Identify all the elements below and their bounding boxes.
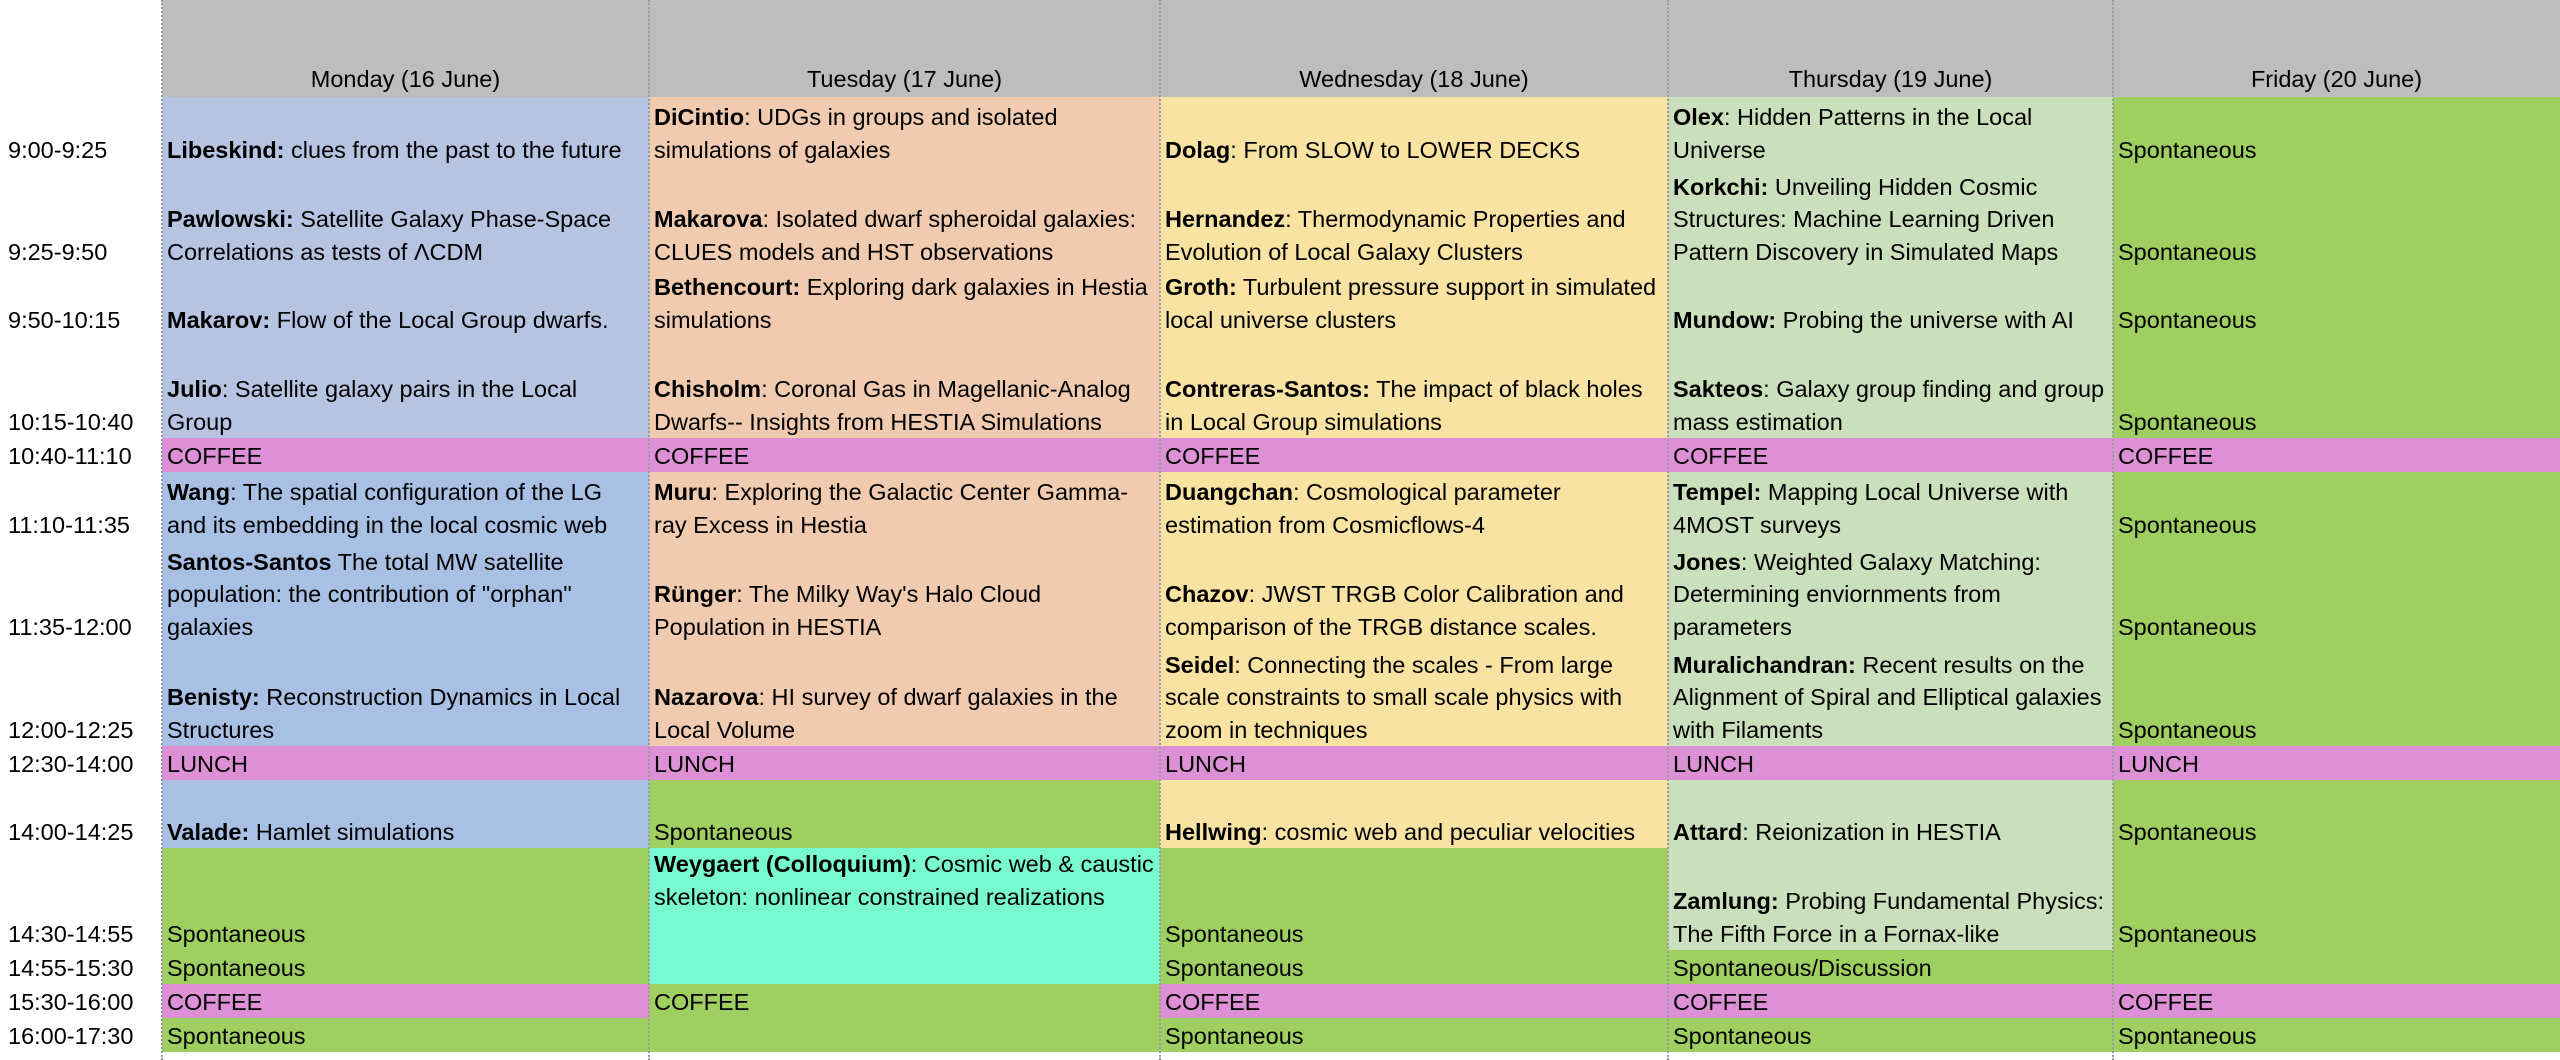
speaker-name: Duangchan (1165, 479, 1293, 505)
cell-text (1165, 203, 1663, 268)
talk-title: : The Milky Way's Halo Cloud Population in HESTIA (654, 581, 1042, 640)
speaker-name: Wang (167, 479, 231, 505)
cell-text (167, 816, 644, 849)
cell-text (654, 816, 1155, 849)
spontaneous-label: Spontaneous/Discussion (1673, 954, 1932, 981)
day-header[interactable] (2113, 0, 2560, 97)
cell-text (1673, 952, 2108, 985)
spontaneous-label: Spontaneous (2118, 1022, 2257, 1049)
time-slot-label: 14:55-15:30 (8, 954, 134, 981)
time-slot[interactable] (0, 780, 162, 848)
talk-cell[interactable] (1160, 166, 1668, 268)
talk-cell[interactable] (162, 780, 649, 848)
talk-title: Probing the universe with AI (1776, 306, 2074, 333)
break-label: COFFEE (167, 442, 263, 469)
talk-cell[interactable] (649, 541, 1160, 643)
speaker-name: Attard (1673, 818, 1743, 845)
time-slot[interactable] (0, 336, 162, 438)
talk-cell[interactable] (1668, 268, 2113, 336)
cell-text (654, 271, 1155, 336)
cell-text (654, 440, 1155, 473)
spontaneous-label: COFFEE (654, 988, 750, 1015)
cell-text (2118, 304, 2555, 337)
cell-text (654, 748, 1155, 781)
talk-title: : Cosmic web & caustic skeleton: nonlinear constrained realizations (654, 851, 1154, 910)
cell-text (2118, 509, 2555, 542)
talk-cell[interactable] (1160, 541, 1668, 643)
spontaneous-cell[interactable] (2113, 472, 2560, 541)
cell-text (2118, 134, 2555, 167)
talk-title: Reconstruction Dynamics in Local Structures (167, 684, 621, 743)
break-cell[interactable] (1668, 984, 2113, 1018)
break-cell[interactable] (1668, 746, 2113, 780)
cell-text (2118, 611, 2555, 644)
day-header-label: Wednesday (18 June) (1299, 65, 1529, 92)
time-slot[interactable] (0, 472, 162, 541)
spontaneous-label: Spontaneous (2118, 408, 2257, 435)
break-label: COFFEE (2118, 442, 2214, 469)
talk-title: Turbulent pressure support in simulated local universe clusters (1165, 274, 1657, 333)
cell-text (1165, 476, 1663, 541)
talk-cell[interactable] (649, 472, 1160, 541)
talk-cell[interactable] (162, 336, 649, 438)
break-cell[interactable] (2113, 984, 2560, 1018)
column-divider (1667, 0, 1669, 1060)
spontaneous-label: Spontaneous (1165, 1022, 1304, 1049)
speaker-name: Muralichandran: (1673, 651, 1856, 678)
cell-text (1165, 816, 1663, 849)
spontaneous-cell[interactable] (162, 950, 649, 984)
day-header[interactable] (649, 0, 1160, 97)
talk-title: : Hidden Patterns in the Local Universe (1673, 104, 2033, 163)
talk-cell[interactable] (1160, 643, 1668, 746)
talk-title: Probing Fundamental Physics: The Fifth Force in a Fornax-like (1673, 888, 2104, 947)
speaker-name: DiCintio (654, 104, 745, 130)
cell-text (167, 1020, 644, 1053)
time-slot-label: 15:30-16:00 (8, 988, 134, 1015)
speaker-name: Tempel: (1673, 479, 1762, 505)
time-slot[interactable] (0, 268, 162, 336)
break-cell[interactable] (1668, 438, 2113, 472)
time-slot[interactable] (0, 643, 162, 746)
time-slot-label: 9:50-10:15 (8, 306, 121, 333)
talk-title: The total MW satellite population: the contribution of "orphan" galaxies (167, 548, 572, 640)
time-slot-label: 12:30-14:00 (8, 750, 134, 777)
break-label: COFFEE (167, 988, 263, 1015)
talk-title: : Reionization in HESTIA (1742, 818, 2001, 845)
speaker-name: Chazov (1165, 581, 1249, 607)
speaker-name: Makarova (654, 206, 763, 232)
cell-text (1673, 546, 2108, 644)
talk-cell[interactable] (1160, 336, 1668, 438)
talk-cell[interactable] (1668, 541, 2113, 643)
spontaneous-label: Spontaneous (2118, 306, 2257, 333)
time-slot-label: 10:40-11:10 (8, 442, 132, 469)
spontaneous-cell[interactable] (2113, 541, 2560, 643)
cell-text (1673, 171, 2108, 269)
cell-text (167, 546, 644, 644)
talk-title: The impact of black holes in Local Group simulations (1165, 376, 1643, 435)
time-slot-label: 11:35-12:00 (8, 613, 132, 640)
day-header-label: Tuesday (17 June) (806, 65, 1003, 92)
speaker-name: Sakteos (1673, 376, 1764, 402)
cell-text (654, 373, 1155, 438)
cell-text (2118, 236, 2555, 269)
time-slot-label: 16:00-17:30 (8, 1022, 134, 1049)
time-slot[interactable] (0, 541, 162, 643)
spontaneous-cell[interactable] (1160, 950, 1668, 984)
spontaneous-cell[interactable] (2113, 780, 2560, 848)
column-divider (2112, 0, 2114, 1060)
talk-title: : JWST TRGB Color Calibration and comparison of the TRGB distance scales. (1165, 581, 1624, 640)
speaker-name: Pawlowski: (167, 206, 294, 232)
cell-text (2118, 714, 2555, 747)
cell-text (654, 476, 1155, 541)
talk-title: Unveiling Hidden Cosmic Structures: Machine Learning Driven Pattern Discovery in Simulated Maps (1673, 173, 2059, 265)
break-label: LUNCH (1673, 750, 1754, 777)
speaker-name: Olex (1673, 104, 1724, 130)
break-label: LUNCH (2118, 750, 2199, 777)
speaker-name: Rünger (654, 581, 737, 607)
spontaneous-cell[interactable] (2113, 848, 2560, 950)
time-slot-label: 12:00-12:25 (8, 716, 134, 743)
talk-cell[interactable] (1668, 97, 2113, 166)
spontaneous-label: Spontaneous (654, 818, 793, 845)
column-divider (161, 0, 163, 1060)
time-slot[interactable] (0, 97, 162, 166)
talk-cell[interactable] (1668, 472, 2113, 541)
speaker-name: Seidel (1165, 651, 1235, 678)
spontaneous-cell[interactable] (2113, 643, 2560, 746)
cell-text (1673, 304, 2108, 337)
spontaneous-label: Spontaneous (2118, 238, 2257, 265)
talk-cell[interactable] (649, 268, 1160, 336)
speaker-name: Groth: (1165, 274, 1237, 300)
speaker-name: Zamlung: (1673, 888, 1779, 914)
speaker-name: Muru (654, 479, 712, 505)
cell-text (1165, 134, 1663, 167)
talk-cell[interactable] (162, 268, 649, 336)
talk-cell[interactable] (649, 97, 1160, 166)
talk-title: : Exploring the Galactic Center Gamma-ray Excess in Hestia (654, 479, 1129, 538)
talk-title: Exploring dark galaxies in Hestia simulations (654, 274, 1148, 333)
talk-title: Hamlet simulations (249, 818, 455, 845)
talk-title: : From SLOW to LOWER DECKS (1230, 136, 1581, 163)
break-cell[interactable] (2113, 746, 2560, 780)
talk-title: : UDGs in groups and isolated simulations of galaxies (654, 104, 1058, 163)
cell-text (1165, 578, 1663, 643)
speaker-name: Korkchi: (1673, 173, 1769, 200)
speaker-name: Dolag (1165, 136, 1231, 163)
speaker-name: Julio (167, 376, 222, 402)
cell-text (167, 440, 644, 473)
time-slot[interactable] (0, 950, 162, 984)
talk-title: : Galaxy group finding and group mass estimation (1673, 376, 2105, 435)
time-slot[interactable] (0, 1018, 162, 1052)
spontaneous-cell[interactable] (2113, 336, 2560, 438)
speaker-name: Bethencourt: (654, 274, 801, 300)
break-cell[interactable] (162, 746, 649, 780)
time-slot[interactable] (0, 746, 162, 780)
talk-title: : Thermodynamic Properties and Evolution of Local Galaxy Clusters (1165, 206, 1626, 265)
spontaneous-label: Spontaneous (2118, 511, 2257, 538)
break-label: LUNCH (654, 750, 735, 777)
talk-title: Flow of the Local Group dwarfs. (270, 306, 609, 333)
break-cell[interactable] (162, 984, 649, 1018)
cell-text (167, 203, 644, 268)
spontaneous-label: Spontaneous (1165, 954, 1304, 981)
spontaneous-cell[interactable] (649, 1018, 1160, 1052)
speaker-name: Santos-Santos (167, 548, 332, 575)
spontaneous-label: Spontaneous (167, 954, 306, 981)
talk-cell[interactable] (1160, 97, 1668, 166)
talk-cell[interactable] (1160, 780, 1668, 848)
talk-title: : Weighted Galaxy Matching: Determining enviornments from parameters (1673, 548, 2041, 640)
cell-text (654, 203, 1155, 268)
time-slot[interactable] (0, 984, 162, 1018)
time-slot-label: 14:00-14:25 (8, 818, 134, 845)
time-slot-label: 10:15-10:40 (8, 408, 134, 435)
spontaneous-cell[interactable] (2113, 97, 2560, 166)
break-cell[interactable] (1160, 438, 1668, 472)
cell-text (167, 373, 644, 438)
cell-text (167, 986, 644, 1019)
break-label: LUNCH (1165, 750, 1246, 777)
time-slot-label: 14:30-14:55 (8, 920, 134, 947)
cell-text (167, 681, 644, 746)
talk-cell[interactable] (649, 848, 1160, 984)
spontaneous-cell[interactable] (1668, 1018, 2113, 1052)
time-slot-label: 9:00-9:25 (8, 136, 108, 163)
break-label: COFFEE (2118, 988, 2214, 1015)
talk-cell[interactable] (162, 541, 649, 643)
cell-text (167, 476, 644, 541)
cell-text (1165, 1020, 1663, 1053)
cell-text (654, 986, 1155, 1019)
break-cell[interactable] (1160, 984, 1668, 1018)
cell-text (1673, 885, 2108, 950)
spontaneous-cell[interactable] (1160, 1018, 1668, 1052)
cell-text (2118, 406, 2555, 439)
spontaneous-cell[interactable] (2113, 268, 2560, 336)
talk-cell[interactable] (1668, 780, 2113, 848)
talk-cell[interactable] (1668, 336, 2113, 438)
speaker-name: Weygaert (Colloquium) (654, 851, 911, 877)
talk-cell[interactable] (649, 166, 1160, 268)
talk-cell[interactable] (1668, 643, 2113, 746)
talk-title: Mapping Local Universe with 4MOST surveys (1673, 479, 2069, 538)
speaker-name: Chisholm (654, 376, 762, 402)
cell-text (1673, 101, 2108, 166)
talk-cell[interactable] (162, 166, 649, 268)
cell-text (1165, 373, 1663, 438)
spontaneous-cell[interactable] (649, 984, 1160, 1018)
cell-text (1165, 271, 1663, 336)
cell-text (167, 748, 644, 781)
cell-text (1673, 1020, 2108, 1053)
day-header[interactable] (1160, 0, 1668, 97)
spontaneous-label: Spontaneous (2118, 136, 2257, 163)
cell-text (1165, 440, 1663, 473)
cell-text (2118, 986, 2555, 1019)
talk-title: Recent results on the Alignment of Spiral and Elliptical galaxies with Filaments (1673, 651, 2102, 743)
spontaneous-cell[interactable] (1668, 950, 2113, 984)
talk-title: clues from the past to the future (284, 136, 622, 163)
speaker-name: Mundow: (1673, 306, 1777, 333)
cell-text (2118, 1020, 2555, 1053)
break-label: COFFEE (1165, 442, 1261, 469)
talk-title: : Connecting the scales - From large scale constraints to small scale physics with zoom in techniques (1165, 651, 1623, 743)
cell-text (2118, 748, 2555, 781)
cell-text (1673, 440, 2108, 473)
spontaneous-cell[interactable] (162, 848, 649, 950)
cell-text (167, 134, 644, 167)
spontaneous-label: Spontaneous (2118, 716, 2257, 743)
spontaneous-label: Spontaneous (1165, 920, 1304, 947)
break-label: COFFEE (1673, 442, 1769, 469)
talk-cell[interactable] (649, 336, 1160, 438)
spontaneous-cell[interactable] (1160, 848, 1668, 950)
break-cell[interactable] (649, 438, 1160, 472)
speaker-name: Jones (1673, 548, 1741, 575)
day-header[interactable] (1668, 0, 2113, 97)
talk-title: Satellite Galaxy Phase-Space Correlations as tests of ΛCDM (167, 206, 612, 265)
break-label: COFFEE (1165, 988, 1261, 1015)
talk-title: : cosmic web and peculiar velocities (1261, 818, 1636, 845)
speaker-name: Libeskind: (167, 136, 285, 163)
speaker-name: Contreras-Santos: (1165, 376, 1371, 402)
talk-cell[interactable] (162, 97, 649, 166)
break-label: LUNCH (167, 750, 248, 777)
cell-text (1673, 816, 2108, 849)
cell-text (2118, 816, 2555, 849)
cell-text (1165, 918, 1663, 951)
break-label: COFFEE (1673, 988, 1769, 1015)
day-header-label: Thursday (19 June) (1788, 65, 1993, 92)
time-slot[interactable] (0, 438, 162, 472)
break-cell[interactable] (649, 746, 1160, 780)
cell-text (1673, 649, 2108, 747)
time-slot[interactable] (0, 166, 162, 268)
talk-title: : Satellite galaxy pairs in the Local Group (167, 376, 578, 435)
day-header-label: Friday (20 June) (2250, 65, 2423, 92)
time-slot-label: 11:10-11:35 (8, 511, 130, 538)
cell-text (2118, 918, 2555, 951)
spontaneous-cell[interactable] (2113, 950, 2560, 984)
cell-text (167, 952, 644, 985)
talk-cell[interactable] (1160, 472, 1668, 541)
talk-title: : HI survey of dwarf galaxies in the Local Volume (654, 684, 1118, 743)
spontaneous-label: Spontaneous (2118, 818, 2257, 845)
spontaneous-cell[interactable] (649, 780, 1160, 848)
talk-title: : The spatial configuration of the LG and its embedding in the local cosmic web (167, 479, 608, 538)
talk-title: : Cosmological parameter estimation from Cosmicflows-4 (1165, 479, 1561, 538)
spontaneous-label: Spontaneous (1673, 1022, 1812, 1049)
talk-cell[interactable] (162, 643, 649, 746)
day-header[interactable] (162, 0, 649, 97)
speaker-name: Makarov: (167, 306, 271, 333)
cell-text (654, 681, 1155, 746)
talk-title: : Coronal Gas in Magellanic-Analog Dwarfs-- Insights from HESTIA Simulations (654, 376, 1131, 435)
break-cell[interactable] (162, 438, 649, 472)
break-label: COFFEE (654, 442, 750, 469)
speaker-name: Nazarova (654, 684, 759, 710)
spontaneous-label: Spontaneous (2118, 613, 2257, 640)
cell-text (654, 578, 1155, 643)
spontaneous-cell[interactable] (2113, 166, 2560, 268)
cell-text (167, 918, 644, 951)
speaker-name: Valade: (167, 818, 250, 845)
spontaneous-cell[interactable] (162, 1018, 649, 1052)
column-divider (1159, 0, 1161, 1060)
break-cell[interactable] (2113, 438, 2560, 472)
talk-title: : Isolated dwarf spheroidal galaxies: CLUES models and HST observations (654, 206, 1137, 265)
corner-cell[interactable] (0, 0, 162, 97)
speaker-name: Hernandez (1165, 206, 1286, 232)
talk-cell[interactable] (1668, 166, 2113, 268)
speaker-name: Hellwing (1165, 818, 1262, 845)
speaker-name: Benisty: (167, 684, 260, 710)
talk-cell[interactable] (162, 472, 649, 541)
column-divider (648, 0, 650, 1060)
cell-text (1165, 748, 1663, 781)
cell-text (1673, 748, 2108, 781)
cell-text (2118, 440, 2555, 473)
time-slot[interactable] (0, 848, 162, 950)
day-header-label: Monday (16 June) (310, 65, 501, 92)
cell-text (1165, 649, 1663, 747)
spontaneous-label: Spontaneous (2118, 920, 2257, 947)
cell-text (1673, 986, 2108, 1019)
talk-cell[interactable] (649, 643, 1160, 746)
spontaneous-label: Spontaneous (167, 1022, 306, 1049)
break-cell[interactable] (1160, 746, 1668, 780)
cell-text (654, 848, 1155, 913)
cell-text (1673, 373, 2108, 438)
cell-text (1165, 986, 1663, 1019)
talk-cell[interactable] (1160, 268, 1668, 336)
cell-text (654, 101, 1155, 166)
spontaneous-label: Spontaneous (167, 920, 306, 947)
time-slot-label: 9:25-9:50 (8, 238, 108, 265)
talk-cell[interactable] (1668, 848, 2113, 950)
spontaneous-cell[interactable] (2113, 1018, 2560, 1052)
cell-text (1165, 952, 1663, 985)
cell-text (167, 304, 644, 337)
cell-text (1673, 476, 2108, 541)
